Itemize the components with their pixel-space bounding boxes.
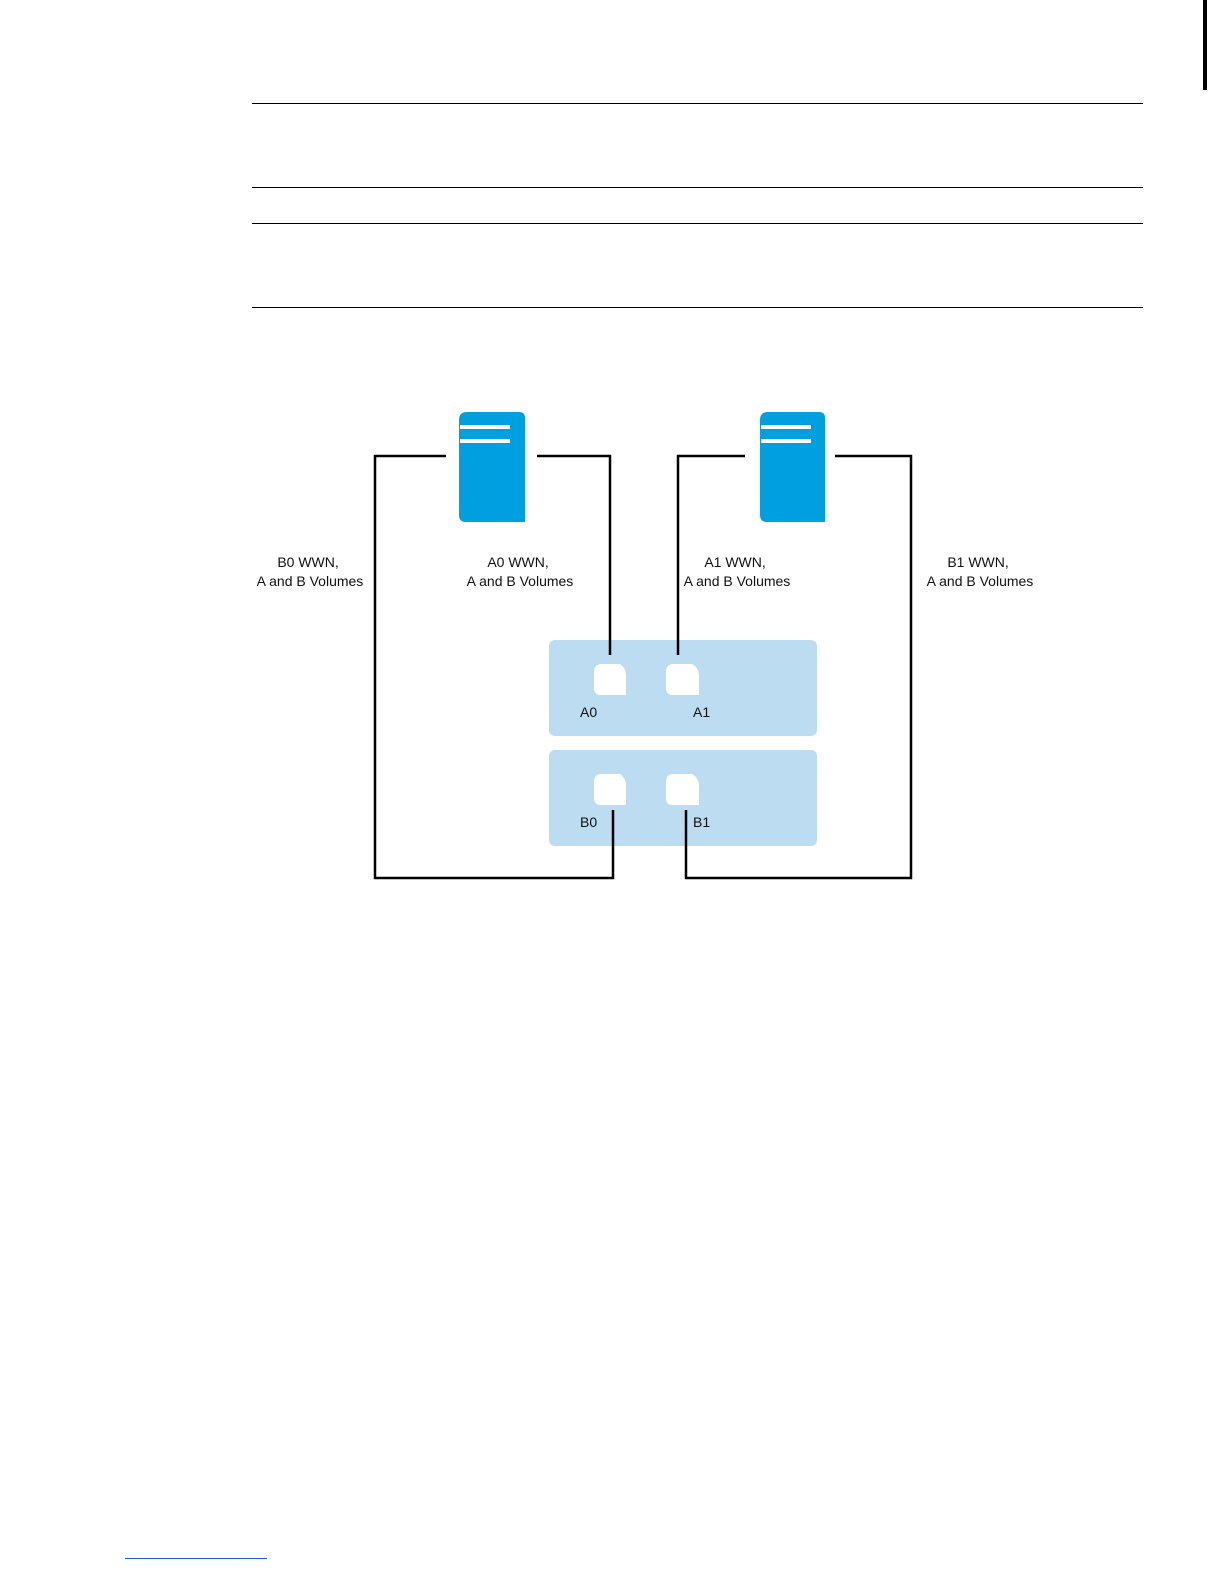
server-icon — [760, 412, 825, 522]
port-a0-icon — [594, 664, 626, 695]
path-label-b0: B0 WWN, A and B Volumes — [256, 554, 364, 589]
port-b1-icon — [666, 774, 699, 805]
path-label-b1: B1 WWN, A and B Volumes — [926, 554, 1034, 589]
path-label-a1: A1 WWN, A and B Volumes — [683, 554, 791, 589]
port-label-b0: B0 — [580, 814, 598, 830]
port-label-a1: A1 — [693, 704, 711, 720]
path-label-a0: A0 WWN, A and B Volumes — [466, 554, 574, 589]
port-label-b1: B1 — [693, 814, 711, 830]
server-icon — [459, 412, 525, 522]
port-b0-icon — [594, 774, 626, 805]
port-a1-icon — [666, 664, 699, 695]
port-label-a0: A0 — [580, 704, 598, 720]
footer-link-underline[interactable] — [125, 1558, 267, 1559]
